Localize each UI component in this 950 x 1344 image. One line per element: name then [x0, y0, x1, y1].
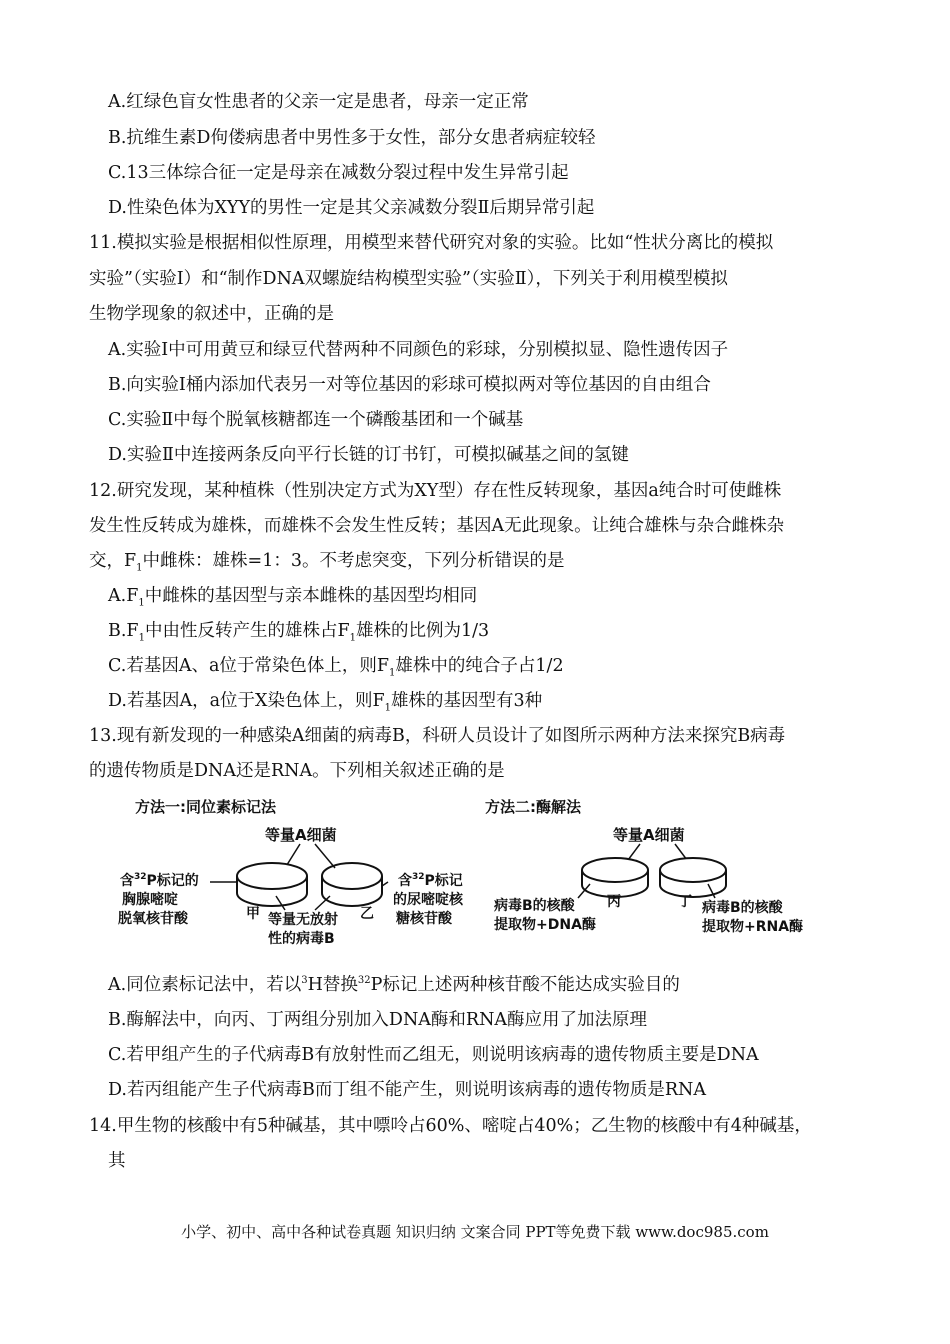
q12-option-b: $B.F_1$中由性反转产生的雄株占$F_1$雄株的比例为1/3	[108, 621, 490, 644]
q11-stem-line2: 实验”（实验Ⅰ）和“制作DNA双螺旋结构模型实验”（实验Ⅱ），下列关于利用模型模拟	[89, 269, 728, 289]
right-label-line3: 糖核苷酸	[396, 911, 452, 927]
bacteria-pointer-2	[315, 844, 335, 868]
bing-label: 丙	[607, 894, 621, 910]
dna-label-line1: 病毒B的核酸	[494, 898, 575, 914]
q11-option-d: D.实验Ⅱ中连接两条反向平行长链的订书钉，可模拟碱基之间的氢键	[108, 445, 629, 465]
page-footer: 小学、初中、高中各种试卷真题 知识归纳 文案合同 PPT等免费下载 www.doc985.com	[181, 1223, 769, 1241]
rna-label-line1: 病毒B的核酸	[702, 900, 783, 916]
q13-stem-line2: 的遗传物质是DNA还是RNA。下列相关叙述正确的是	[89, 761, 505, 781]
q12-option-d: D.若基因A，a位于X染色体上，则$F_1$雄株的基因型有3种	[108, 691, 543, 714]
q12-stem-line1: 12.研究发现，某种植株（性别决定方式为XY型）存在性反转现象，基因a纯合时可使雌株	[89, 481, 782, 501]
q11-option-c: C.实验Ⅱ中每个脱氧核糖都连一个磷酸基团和一个碱基	[108, 410, 524, 430]
q11-stem-line3: 生物学现象的叙述中，正确的是	[89, 304, 334, 324]
right-label-line2: 的尿嘧啶核	[393, 892, 463, 908]
q14-stem-line1: 14.甲生物的核酸中有5种碱基，其中嘌呤占60%、嘧啶占40%；乙生物的核酸中有4种碱基，	[89, 1116, 812, 1136]
bacteria-label-1: 等量A细菌	[265, 826, 337, 844]
jia-label: 甲	[246, 906, 260, 922]
q12-stem-line3: 交，$F_1$中雌株：雄株=1：3。不考虑突变，下列分析错误的是	[89, 551, 565, 574]
q11-stem-line1: 11.模拟实验是根据相似性原理，用模型来替代研究对象的实验。比如“性状分离比的模拟	[89, 233, 774, 253]
dish-bing	[582, 858, 648, 897]
q10-option-a: A.红绿色盲女性患者的父亲一定是患者，母亲一定正常	[108, 92, 529, 112]
q12-stem-line2: 发生性反转成为雄株，而雄株不会发生性反转；基因A无此现象。让纯合雄株与杂合雌株杂	[89, 516, 785, 536]
experiment-figure	[110, 790, 840, 960]
q13-option-a: A.同位素标记法中，若以$^3$H替换$^{32}$P标记上述两种核苷酸不能达成实验目的	[108, 975, 680, 995]
method1-title: 方法一:同位素标记法	[135, 798, 276, 816]
q13-option-b: B.酶解法中，向丙、丁两组分别加入DNA酶和RNA酶应用了加法原理	[108, 1010, 648, 1030]
right-label-line1: 含$^{32}$P标记	[398, 872, 463, 889]
dish-ding	[660, 858, 726, 897]
left-label-line1: 含$^{32}$P标记的	[120, 872, 199, 889]
q13-option-d: D.若丙组能产生子代病毒B而丁组不能产生，则说明该病毒的遗传物质是RNA	[108, 1080, 706, 1100]
virus-label-line1: 等量无放射	[268, 912, 338, 928]
q13-option-c: C.若甲组产生的子代病毒B有放射性而乙组无，则说明该病毒的遗传物质主要是DNA	[108, 1045, 759, 1065]
left-label-line2: 胸腺嘧啶	[122, 892, 178, 908]
virus-label-line2: 性的病毒B	[268, 931, 335, 947]
q10-option-c: C.13三体综合征一定是母亲在减数分裂过程中发生异常引起	[108, 163, 569, 183]
left-label-line3: 脱氧核苷酸	[118, 911, 188, 927]
ding-label: 丁	[678, 894, 692, 910]
q11-option-b: B.向实验Ⅰ桶内添加代表另一对等位基因的彩球可模拟两对等位基因的自由组合	[108, 375, 711, 395]
q10-option-d: D.性染色体为XYY的男性一定是其父亲减数分裂Ⅱ后期异常引起	[108, 198, 595, 218]
q14-stem-line2: 其	[108, 1151, 126, 1171]
q10-option-b: B.抗维生素D佝偻病患者中男性多于女性，部分女患者病症较轻	[108, 128, 596, 148]
q11-option-a: A.实验Ⅰ中可用黄豆和绿豆代替两种不同颜色的彩球，分别模拟显、隐性遗传因子	[108, 340, 729, 360]
dish-jia	[237, 863, 307, 906]
method2-title: 方法二:酶解法	[485, 798, 581, 816]
dish-yi	[322, 863, 382, 906]
q12-option-a: $A.F_1$中雌株的基因型与亲本雌株的基因型均相同	[108, 586, 478, 609]
yi-label: 乙	[360, 906, 374, 922]
q12-option-c: C.若基因A、a位于常染色体上，则$F_1$雄株中的纯合子占1/2	[108, 656, 564, 679]
bacteria-label-3: 等量A细菌	[613, 826, 685, 844]
q13-stem-line1: 13.现有新发现的一种感染A细菌的病毒B，科研人员设计了如图所示两种方法来探究B病毒	[89, 726, 786, 746]
dna-label-line2: 提取物+DNA酶	[494, 917, 596, 933]
rna-label-line2: 提取物+RNA酶	[702, 919, 804, 935]
